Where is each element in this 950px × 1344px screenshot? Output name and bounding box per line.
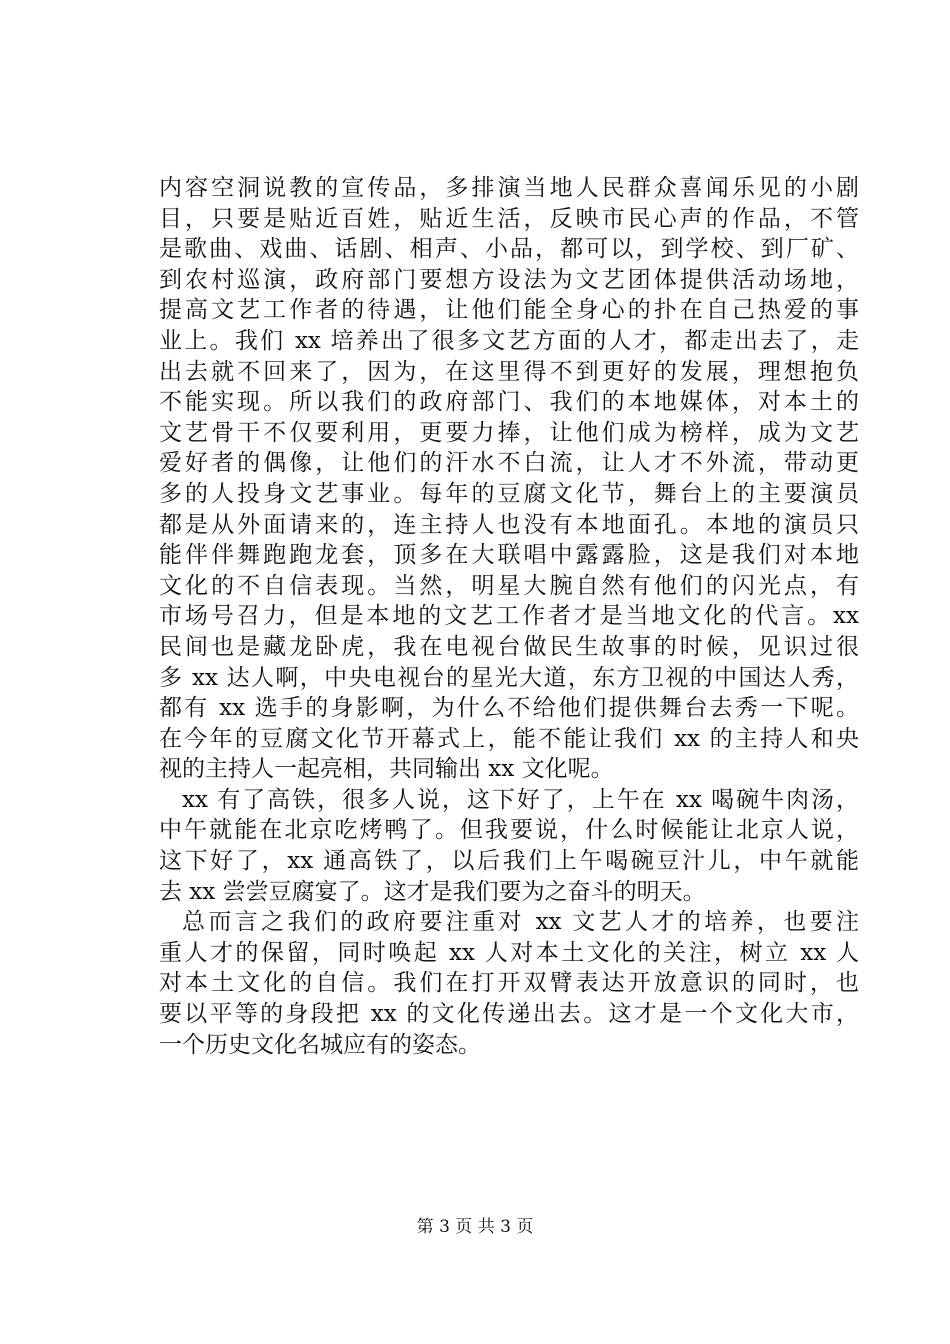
text-line: 去 xx 尝尝豆腐宴了。这才是我们要为之奋斗的明天。 <box>159 878 706 905</box>
text-line: 多的人投身文艺事业。每年的豆腐文化节，舞台上的主要演员 <box>159 480 859 507</box>
text-line: 这下好了，xx 通高铁了，以后我们上午喝碗豆汁儿，中午就能 <box>159 848 859 875</box>
paragraph-3 <box>159 907 859 1060</box>
text-line: 中午就能在北京吃烤鸭了。但我要说，什么时候能让北京人说， <box>159 817 859 844</box>
page-number-label: 第 3 页 共 3 页 <box>416 1217 534 1237</box>
text-line: 能伴伴舞跑跑龙套，顶多在大联唱中露露脸，这是我们对本地 <box>159 542 859 569</box>
text-line: 爱好者的偶像，让他们的汗水不白流，让人才不外流，带动更 <box>159 450 859 477</box>
text-line: xx 有了高铁，很多人说，这下好了，上午在 xx 喝碗牛肉汤， <box>182 786 859 813</box>
text-line: 都有 xx 选手的身影啊，为什么不给他们提供舞台去秀一下呢。 <box>159 695 859 722</box>
page-footer <box>0 1215 950 1239</box>
text-line: 对本土文化的自信。我们在打开双臂表达开放意识的同时，也 <box>159 970 859 997</box>
text-line: 内容空洞说教的宣传品，多排演当地人民群众喜闻乐见的小剧 <box>159 175 859 201</box>
text-line: 市场号召力，但是本地的文艺工作者才是当地文化的代言。xx <box>159 603 859 630</box>
paragraph-1 <box>159 173 859 785</box>
text-line: 业上。我们 xx 培养出了很多文艺方面的人才，都走出去了，走 <box>159 327 859 354</box>
text-line: 重人才的保留，同时唤起 xx 人对本土文化的关注，树立 xx 人 <box>159 939 859 966</box>
text-line: 是歌曲、戏曲、话剧、相声、小品，都可以，到学校、到厂矿、 <box>159 236 859 263</box>
text-line: 在今年的豆腐文化节开幕式上，能不能让我们 xx 的主持人和央 <box>159 725 859 752</box>
text-line: 出去就不回来了，因为，在这里得不到更好的发展，理想抱负 <box>159 358 859 385</box>
text-line: 不能实现。所以我们的政府部门、我们的本地媒体，对本土的 <box>159 389 859 416</box>
text-line: 文化的不自信表现。当然，明星大腕自然有他们的闪光点，有 <box>159 572 859 599</box>
document-body <box>159 173 859 1060</box>
text-line: 总而言之我们的政府要注重对 xx 文艺人才的培养，也要注 <box>182 909 859 936</box>
text-line: 提高文艺工作者的待遇，让他们能全身心的扑在自己热爱的事 <box>159 297 859 324</box>
text-line: 目，只要是贴近百姓，贴近生活，反映市民心声的作品，不管 <box>159 205 859 232</box>
text-line: 一个历史文化名城应有的姿态。 <box>159 1031 481 1058</box>
paragraph-2 <box>159 785 859 907</box>
text-line: 到农村巡演，政府部门要想方设法为文艺团体提供活动场地， <box>159 266 859 293</box>
text-line: 视的主持人一起亮相，共同输出 xx 文化呢。 <box>159 756 614 783</box>
text-line: 民间也是藏龙卧虎，我在电视台做民生故事的时候，见识过很 <box>159 633 859 660</box>
text-line: 多 xx 达人啊，中央电视台的星光大道，东方卫视的中国达人秀， <box>159 664 859 691</box>
text-line: 都是从外面请来的，连主持人也没有本地面孔。本地的演员只 <box>159 511 859 538</box>
text-line: 文艺骨干不仅要利用，更要力捧，让他们成为榜样，成为文艺 <box>159 419 859 446</box>
text-line: 要以平等的身段把 xx 的文化传递出去。这才是一个文化大市， <box>159 1001 859 1028</box>
